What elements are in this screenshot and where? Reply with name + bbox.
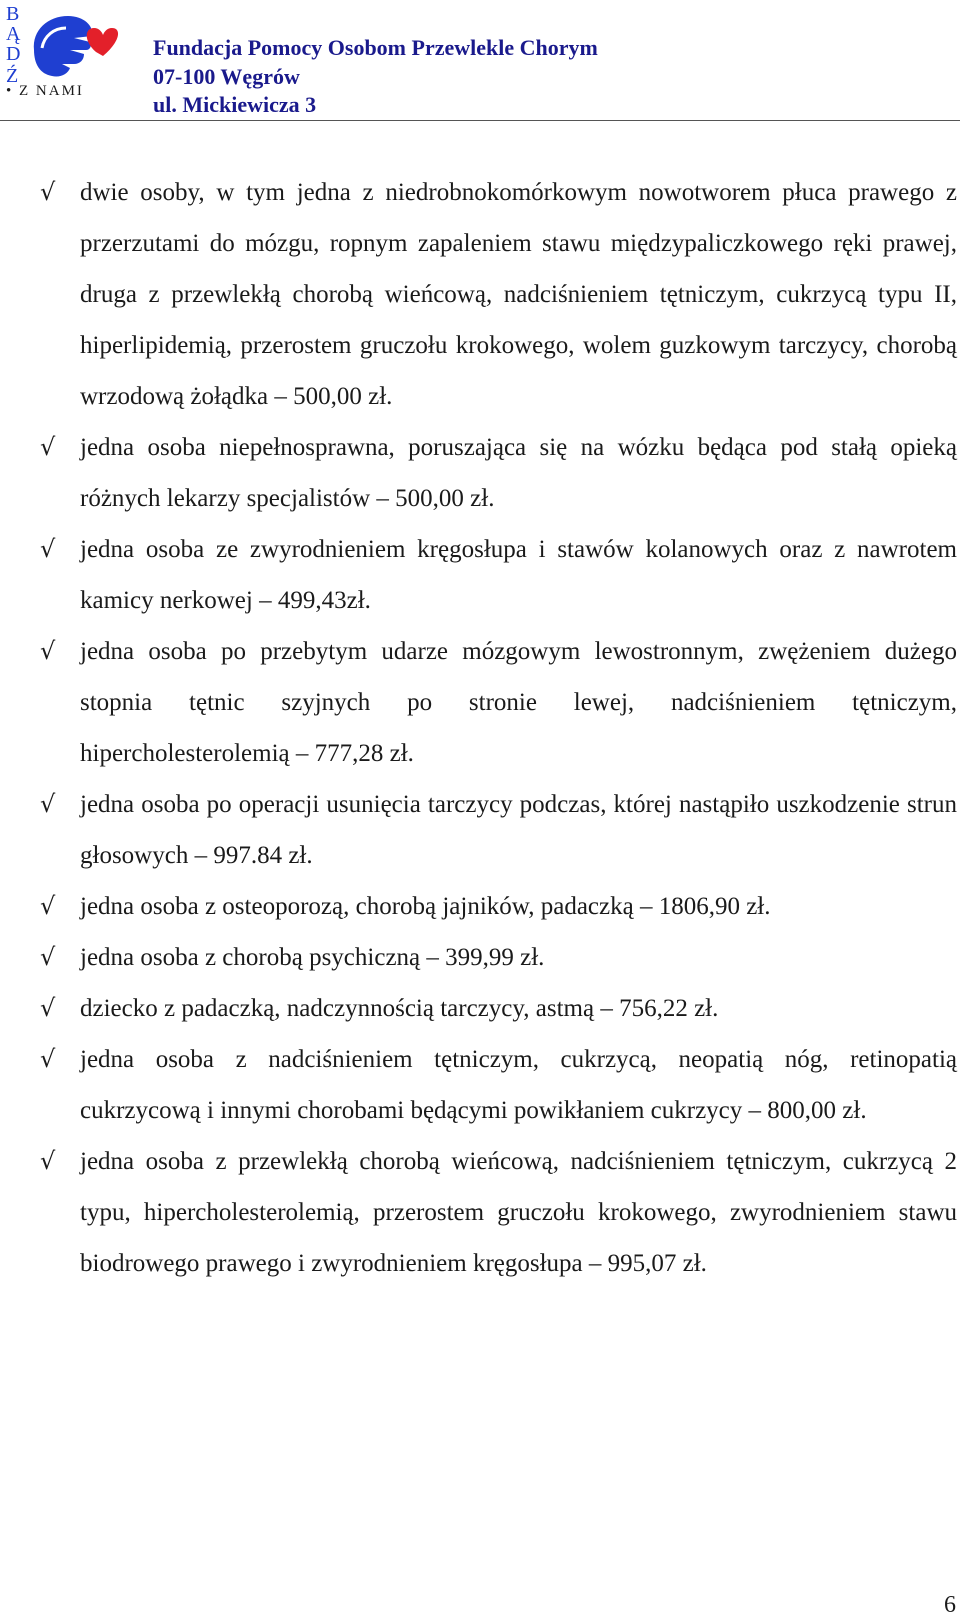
logo-letter-4: Ź: [6, 65, 19, 87]
list-item: [0, 983, 957, 1034]
foundation-logo: [4, 2, 120, 98]
organization-info: [153, 34, 598, 120]
list-item-text: jedna osoba po operacji usunięcia tarczycy podczas, której nastąpiło uszkodzenie strun głosowych – 997.84 zł.: [80, 791, 957, 869]
hand-icon: [34, 16, 92, 77]
list-item-text: jedna osoba z przewlekłą chorobą wieńcową, nadciśnieniem tętniczym, cukrzycą 2 typu, hipercholesterolemią, przerostem gruczołu krokowego, zwyrodnieniem stawu biodrowego prawego i zwyrodnieniem kręgosłupa – 995,07 zł.: [80, 1148, 957, 1277]
list-item-text: jedna osoba niepełnosprawna, poruszająca się na wózku będąca pod stałą opieką różnych lekarzy specjalistów – 500,00 zł.: [80, 434, 957, 512]
list-item: [0, 422, 957, 524]
list-item-text: jedna osoba z nadciśnieniem tętniczym, cukrzycą, neopatią nóg, retinopatią cukrzycową i innymi chorobami będącymi powikłaniem cukrzycy – 800,00 zł.: [80, 1046, 957, 1124]
list-item: [0, 881, 957, 932]
logo-letter-3: D: [6, 43, 21, 65]
list-item: [0, 932, 957, 983]
header-divider: [0, 120, 960, 121]
page-number: 6: [944, 1592, 956, 1618]
list-item-text: jedna osoba z chorobą psychiczną – 399,99 zł.: [80, 944, 545, 971]
heart-icon: [87, 28, 118, 56]
list-item: [0, 1136, 957, 1289]
check-icon: √: [40, 994, 56, 1022]
list-item-text: jedna osoba z osteoporozą, chorobą jajników, padaczką – 1806,90 zł.: [80, 893, 771, 920]
check-icon: √: [40, 1045, 56, 1073]
list-item: [0, 1034, 957, 1136]
list-item: [0, 626, 957, 779]
list-item: [0, 779, 957, 881]
logo-tagline: • Z NAMI: [6, 83, 84, 98]
list-item: [0, 167, 957, 422]
logo-graphic: [4, 2, 120, 98]
check-icon: √: [40, 535, 56, 563]
check-icon: √: [40, 433, 56, 461]
list-item-text: dwie osoby, w tym jedna z niedrobnokomórkowym nowotworem płuca prawego z przerzutami do mózgu, ropnym zapaleniem stawu międzypaliczkowego ręki prawej, druga z przewlekłą chorobą wieńcową, nadciśnieniem tętniczym, cukrzycą typu II, hiperlipidemią, przerostem gruczołu krokowego, wolem guzkowym tarczycy, chorobą wrzodową żołądka – 500,00 zł.: [80, 179, 957, 410]
list-item: [0, 524, 957, 626]
logo-letter-1: B: [6, 3, 20, 25]
check-icon: √: [40, 892, 56, 920]
check-icon: √: [40, 790, 56, 818]
organization-name: Fundacja Pomocy Osobom Przewlekle Chorym: [153, 35, 598, 60]
beneficiary-list: [0, 167, 960, 1289]
check-icon: √: [40, 943, 56, 971]
list-item-text: jedna osoba po przebytym udarze mózgowym lewostronnym, zwężeniem dużego stopnia tętnic szyjnych po stronie lewej, nadciśnieniem tętniczym, hipercholesterolemią – 777,28 zł.: [80, 638, 957, 767]
list-item-text: dziecko z padaczką, nadczynnością tarczycy, astmą – 756,22 zł.: [80, 995, 719, 1022]
organization-street: ul. Mickiewicza 3: [153, 92, 317, 117]
logo-letter-2: Ą: [6, 23, 21, 45]
page-header: [0, 0, 960, 121]
list-item-text: jedna osoba ze zwyrodnieniem kręgosłupa i stawów kolanowych oraz z nawrotem kamicy nerkowej – 499,43zł.: [80, 536, 957, 614]
check-icon: √: [40, 1147, 56, 1175]
check-icon: √: [40, 178, 56, 206]
organization-postal-city: 07-100 Węgrów: [153, 63, 300, 89]
check-icon: √: [40, 637, 56, 665]
